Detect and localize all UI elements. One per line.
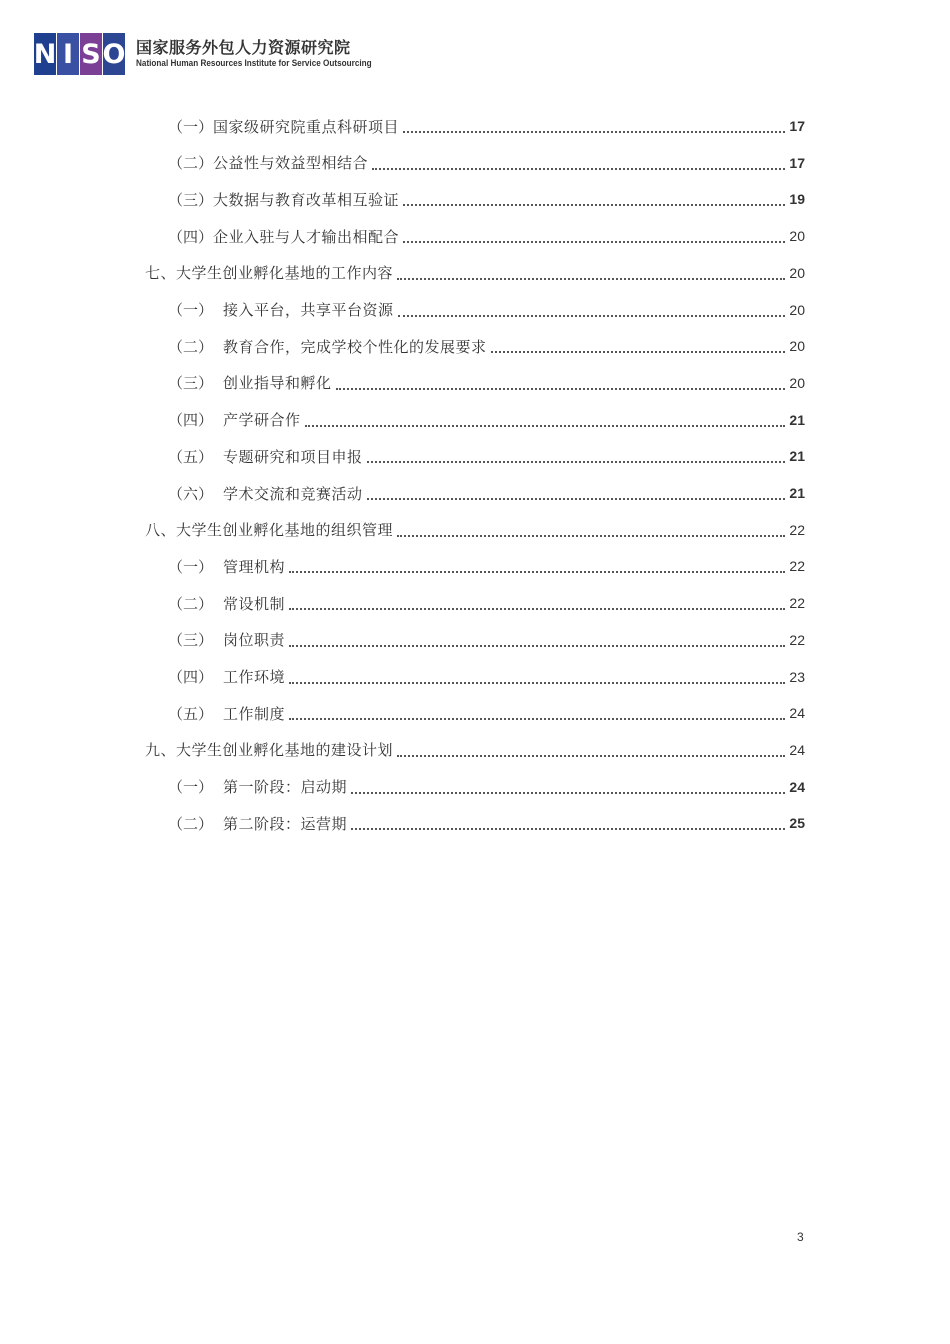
toc-section-entry[interactable] — [168, 221, 805, 251]
toc-dot-leader — [289, 680, 785, 684]
toc-chapter-entry[interactable] — [145, 735, 805, 765]
toc-entry-page: 17 — [789, 154, 805, 171]
toc-dot-leader — [403, 202, 785, 206]
toc-dot-leader — [367, 496, 786, 500]
toc-dot-leader — [336, 386, 786, 390]
toc-entry-number: （二） — [168, 337, 214, 356]
toc-entry-number: （一） — [168, 557, 214, 576]
toc-entry-page: 22 — [789, 521, 805, 538]
toc-entry-number: （四） — [168, 227, 214, 246]
toc-entry-title: 第二阶段：运营期 — [223, 814, 348, 833]
org-name-en: National Human Resources Institute for Service Outsourcing — [136, 58, 372, 69]
toc-entry-page: 22 — [789, 558, 805, 575]
toc-entry-number: （二） — [168, 814, 214, 833]
toc-entry-title: 公益性与效益型相结合 — [213, 154, 369, 173]
toc-entry-title: 七、大学生创业孵化基地的工作内容 — [145, 264, 394, 283]
toc-entry-title: 八、大学生创业孵化基地的组织管理 — [145, 521, 394, 540]
toc-section-entry[interactable] — [168, 808, 805, 838]
toc-dot-leader — [289, 716, 785, 720]
toc-section-entry[interactable] — [168, 625, 805, 655]
document-header — [34, 32, 410, 76]
toc-chapter-entry[interactable] — [145, 515, 805, 545]
toc-entry-title: 专题研究和项目申报 — [223, 447, 363, 466]
toc-dot-leader — [397, 276, 785, 280]
toc-entry-title: 大数据与教育改革相互验证 — [213, 190, 400, 209]
toc-entry-title: 创业指导和孵化 — [223, 374, 332, 393]
toc-entry-page: 21 — [789, 411, 805, 428]
toc-entry-number: （四） — [168, 411, 214, 430]
toc-entry-number: （一） — [168, 117, 214, 136]
toc-entry-number: （一） — [168, 778, 214, 797]
toc-entry-title: 工作制度 — [223, 704, 286, 723]
toc-dot-leader — [397, 753, 785, 757]
toc-section-entry[interactable] — [168, 441, 805, 471]
toc-dot-leader — [305, 423, 786, 427]
toc-section-entry[interactable] — [168, 368, 805, 398]
toc-dot-leader — [351, 826, 785, 830]
toc-section-entry[interactable] — [168, 295, 805, 325]
toc-section-entry[interactable] — [168, 551, 805, 581]
toc-section-entry[interactable] — [168, 698, 805, 728]
org-name-block — [136, 38, 410, 70]
toc-entry-title: 管理机构 — [223, 557, 286, 576]
toc-section-entry[interactable] — [168, 184, 805, 214]
toc-entry-title: 岗位职责 — [223, 631, 286, 650]
toc-entry-page: 20 — [789, 264, 805, 281]
toc-entry-number: （六） — [168, 484, 214, 503]
logo-letter-n: N — [34, 33, 56, 75]
toc-section-entry[interactable] — [168, 331, 805, 361]
toc-entry-number: （三） — [168, 190, 214, 209]
toc-section-entry[interactable] — [168, 772, 805, 802]
toc-section-entry[interactable] — [168, 588, 805, 618]
toc-dot-leader — [398, 313, 786, 317]
toc-entry-page: 20 — [789, 228, 805, 245]
toc-entry-page: 20 — [789, 301, 805, 318]
toc-entry-number: （一） — [168, 301, 214, 319]
toc-section-entry[interactable] — [168, 148, 805, 178]
toc-entry-page: 20 — [789, 374, 805, 391]
toc-entry-page: 21 — [789, 448, 805, 465]
toc-chapter-entry[interactable] — [145, 258, 805, 288]
toc-dot-leader — [403, 239, 785, 243]
toc-dot-leader — [351, 790, 785, 794]
toc-section-entry[interactable] — [168, 662, 805, 692]
toc-entry-page: 22 — [789, 595, 805, 612]
toc-dot-leader — [397, 533, 785, 537]
logo-letter-i: I — [57, 33, 79, 75]
toc-section-entry[interactable] — [168, 478, 805, 508]
org-name-cn: 国家服务外包人力资源研究院 — [136, 38, 351, 57]
toc-entry-page: 25 — [789, 815, 805, 832]
toc-entry-number: （二） — [168, 154, 214, 173]
toc-dot-leader — [372, 166, 785, 170]
toc-dot-leader — [289, 643, 785, 647]
toc-entry-title: 第一阶段：启动期 — [223, 778, 348, 797]
page-number: 3 — [797, 1230, 804, 1244]
toc-entry-title: 企业入驻与人才输出相配合 — [213, 227, 400, 246]
toc-entry-page: 17 — [789, 118, 805, 134]
toc-entry-page: 21 — [789, 485, 805, 501]
niso-logo — [34, 33, 126, 75]
toc-entry-title: 工作环境 — [223, 668, 286, 686]
toc-entry-number: （五） — [168, 447, 214, 466]
toc-entry-page: 22 — [789, 631, 805, 648]
toc-entry-title: 学术交流和竞赛活动 — [223, 484, 363, 503]
toc-entry-page: 23 — [789, 668, 805, 685]
logo-letter-s: S — [80, 33, 102, 75]
toc-entry-number: （四） — [168, 668, 214, 686]
toc-dot-leader — [367, 459, 786, 463]
toc-entry-page: 19 — [789, 191, 805, 208]
toc-entry-title: 接入平台，共享平台资源 — [223, 301, 394, 319]
toc-section-entry[interactable] — [168, 405, 805, 435]
toc-entry-title: 国家级研究院重点科研项目 — [213, 117, 400, 136]
toc-entry-page: 20 — [789, 338, 805, 355]
toc-entry-title: 常设机制 — [223, 594, 286, 613]
toc-dot-leader — [289, 606, 785, 610]
toc-entry-number: （三） — [168, 631, 214, 650]
toc-entry-number: （三） — [168, 374, 214, 393]
toc-entry-title: 教育合作，完成学校个性化的发展要求 — [223, 337, 487, 356]
toc-entry-page: 24 — [789, 778, 805, 795]
toc-dot-leader — [289, 569, 785, 573]
toc-entry-title: 产学研合作 — [223, 411, 301, 430]
toc-dot-leader — [403, 129, 785, 133]
toc-section-entry[interactable] — [168, 111, 805, 141]
toc-dot-leader — [491, 349, 786, 353]
toc-entry-number: （五） — [168, 704, 214, 723]
toc-entry-page: 24 — [789, 705, 805, 722]
toc-entry-page: 24 — [789, 741, 805, 758]
logo-letter-o: O — [103, 33, 125, 75]
toc-entry-title: 九、大学生创业孵化基地的建设计划 — [145, 741, 394, 760]
toc-entry-number: （二） — [168, 594, 214, 613]
